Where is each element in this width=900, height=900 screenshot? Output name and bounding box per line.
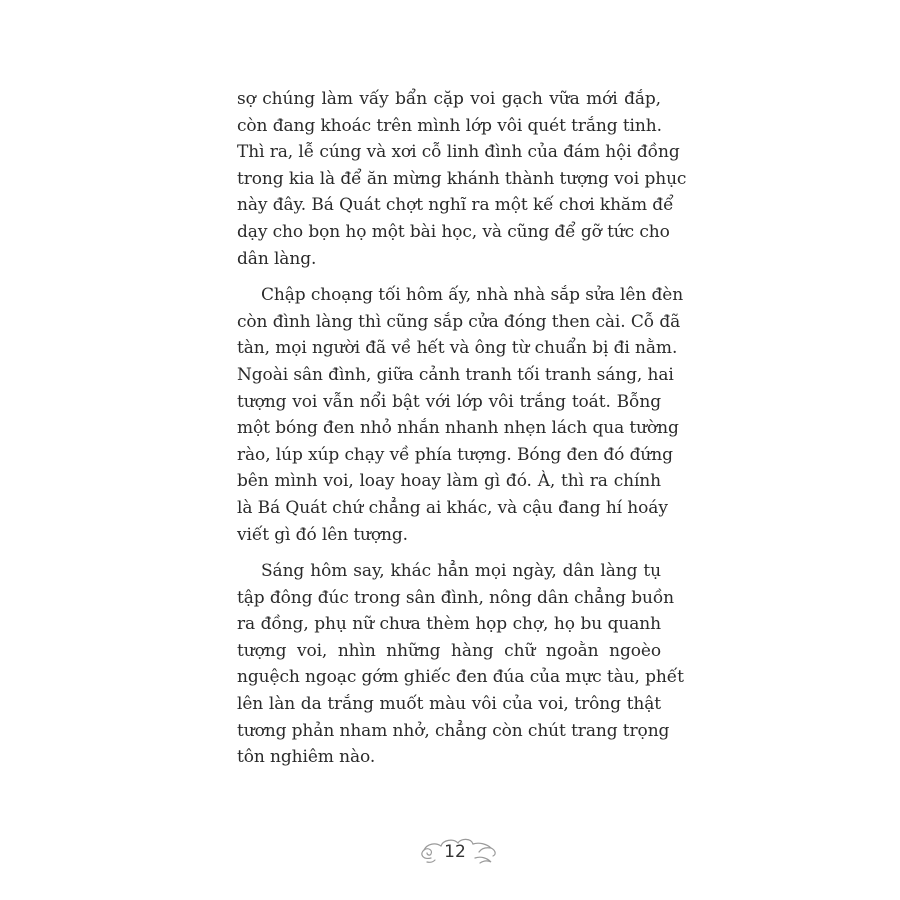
text-line: tương phản nham nhở, chẳng còn chút trang trọng xyxy=(237,720,670,741)
text-line: rào, lúp xúp chạy về phía tượng. Bóng đen đó đứng xyxy=(237,444,673,465)
text-line: Chập choạng tối hôm ấy, nhà nhà sắp sửa lên đèn xyxy=(261,285,684,306)
text-line: tôn nghiêm nào. xyxy=(237,747,376,768)
text-line: này đây. Bá Quát chợt nghĩ ra một kế chơi khăm để xyxy=(237,195,674,216)
page-footer xyxy=(405,832,505,872)
text-line: lên làn da trắng muốt màu vôi của voi, trông thật xyxy=(237,694,661,715)
text-line: một bóng đen nhỏ nhắn nhanh nhẹn lách qua tường xyxy=(237,418,679,439)
text-line: Thì ra, lễ cúng và xơi cỗ linh đình của đám hội đồng xyxy=(237,142,680,163)
paragraph-1 xyxy=(237,86,687,272)
text-line: nguệch ngoạc gớm ghiếc đen đúa của mực tàu, phết xyxy=(237,667,684,688)
paragraph-2 xyxy=(237,282,684,548)
text-line: Sáng hôm say, khác hẳn mọi ngày, dân làng tụ xyxy=(261,561,661,582)
text-line: dân làng. xyxy=(237,248,317,269)
text-line: tàn, mọi người đã về hết và ông từ chuẩn bị đi nằm. xyxy=(237,338,678,359)
text-line: Ngoài sân đình, giữa cảnh tranh tối tranh sáng, hai xyxy=(237,364,674,385)
text-line: ra đồng, phụ nữ chưa thèm họp chợ, họ bu quanh xyxy=(237,614,661,635)
text-line: viết gì đó lên tượng. xyxy=(237,524,408,545)
text-line: sợ chúng làm vấy bẩn cặp voi gạch vữa mới đắp, xyxy=(237,89,661,109)
text-line: còn đang khoác trên mình lớp vôi quét trắng tinh. xyxy=(237,115,662,136)
text-line: tập đông đúc trong sân đình, nông dân chẳng buồn xyxy=(237,587,675,608)
text-line: là Bá Quát chứ chẳng ai khác, và cậu đang hí hoáy xyxy=(237,497,668,518)
text-line: tượng voi vẫn nổi bật với lớp vôi trắng toát. Bỗng xyxy=(237,391,661,412)
text-line: còn đình làng thì cũng sắp cửa đóng then cài. Cỗ đã xyxy=(237,311,681,332)
text-line: tượng voi, nhìn những hàng chữ ngoằn ngoèo xyxy=(237,640,661,661)
text-line: trong kia là để ăn mừng khánh thành tượng voi phục xyxy=(237,168,687,189)
text-line: dạy cho bọn họ một bài học, và cũng để gỡ tức cho xyxy=(237,221,670,242)
page-number: 12 xyxy=(444,842,466,862)
body-text xyxy=(237,86,687,781)
text-line: bên mình voi, loay hoay làm gì đó. À, thì ra chính xyxy=(237,471,661,492)
paragraph-3 xyxy=(237,558,684,771)
